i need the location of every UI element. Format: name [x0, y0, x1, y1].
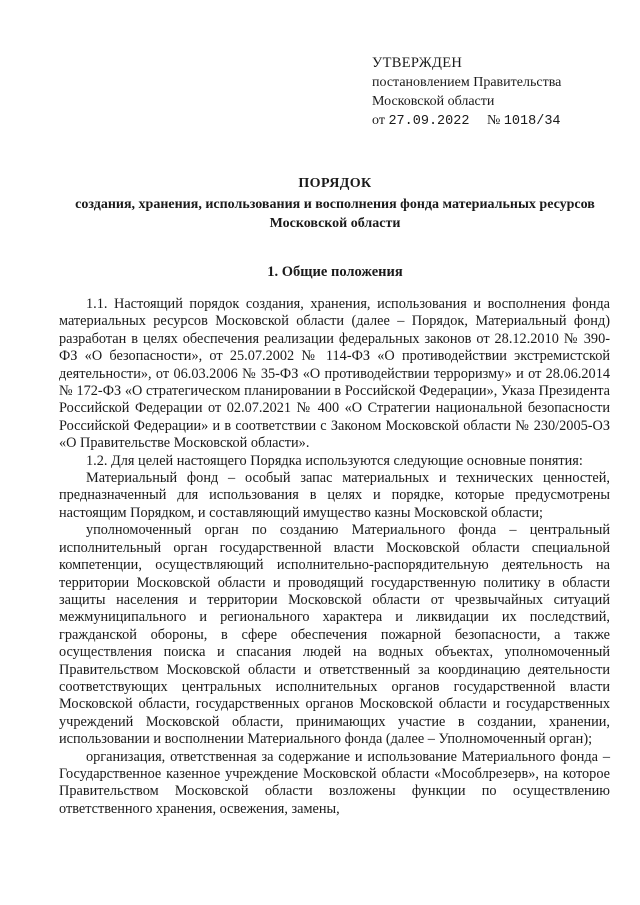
document-title — [60, 174, 610, 233]
title-subtitle: создания, хранения, использования и восполнения фонда материальных ресурсов Московской области — [75, 197, 595, 231]
section-heading: 1. Общие положения — [267, 264, 403, 280]
approval-stamp — [372, 54, 622, 131]
approval-from: от — [372, 113, 385, 128]
paragraph: организация, ответственная за содержание и использование Материального фонда – Государственное казенное учреждение Московской области «Мособлрезерв», на которое Правительством Московской области возложены функции по осуществлению ответственного хранения, освежения, замены, — [59, 748, 610, 817]
document-body — [59, 296, 610, 818]
paragraph: уполномоченный орган по созданию Материального фонда – центральный исполнительный орган государственной власти Московской области специальной компетенции, осуществляющий исполнительно-распорядительную деятельность на территории Московской области и проводящий государственную политику в области защиты населения и территории Московской области от чрезвычайных ситуаций межмуниципального и регионального характера и ликвидации их последствий, гражданской обороны, в сфере обеспечения пожарной безопасности, а также осуществления поиска и спасания людей на водных объектах, уполномоченный Правительством Московской области и ответственный за координацию деятельности соответствующих центральных исполнительных органов государственной власти Московской области, государственных органов Московской области и государственных учреждений Московской области, принимающих участие в создании, хранении, использовании и восполнении Материального фонда (далее – Уполномоченный орган); — [59, 522, 610, 748]
title-main: ПОРЯДОК — [298, 176, 372, 191]
paragraph: 1.2. Для целей настоящего Порядка используются следующие основные понятия: — [86, 452, 583, 469]
paragraph: 1.1. Настоящий порядок создания, хранения, использования и восполнения фонда материальных ресурсов Московской области (далее – Порядок, Материальный фонд) разработан в целях обеспечения реализации федеральных законов от 28.12.2010 № 390-ФЗ «О безопасности», от 25.07.2002 № 114-ФЗ «О противодействии экстремистской деятельности», от 06.03.2006 № 35-ФЗ «О противодействии терроризму» и от 28.06.2014 № 172-ФЗ «О стратегическом планировании в Российской Федерации», Указа Президента Российской Федерации от 02.07.2021 № 400 «О Стратегии национальной безопасности Российской Федерации» и в соответствии с Законом Московской области № 230/2005-ОЗ «О Правительстве Московской области». — [59, 296, 610, 452]
approval-line-2: Московской области — [372, 94, 495, 109]
approval-date: 27.09.2022 — [388, 114, 470, 129]
approval-number-sign: № — [486, 113, 501, 128]
approval-heading: УТВЕРЖДЕН — [372, 55, 463, 71]
paragraph: Материальный фонд – особый запас материальных и технических ценностей, предназначенный для использования в целях и порядке, которые предусмотрены настоящим Порядком, и составляющий имущество казны Московской области; — [59, 470, 610, 521]
approval-date-line — [372, 111, 622, 131]
approval-line-1: постановлением Правительства — [372, 75, 562, 90]
approval-number: 1018/34 — [503, 114, 561, 129]
